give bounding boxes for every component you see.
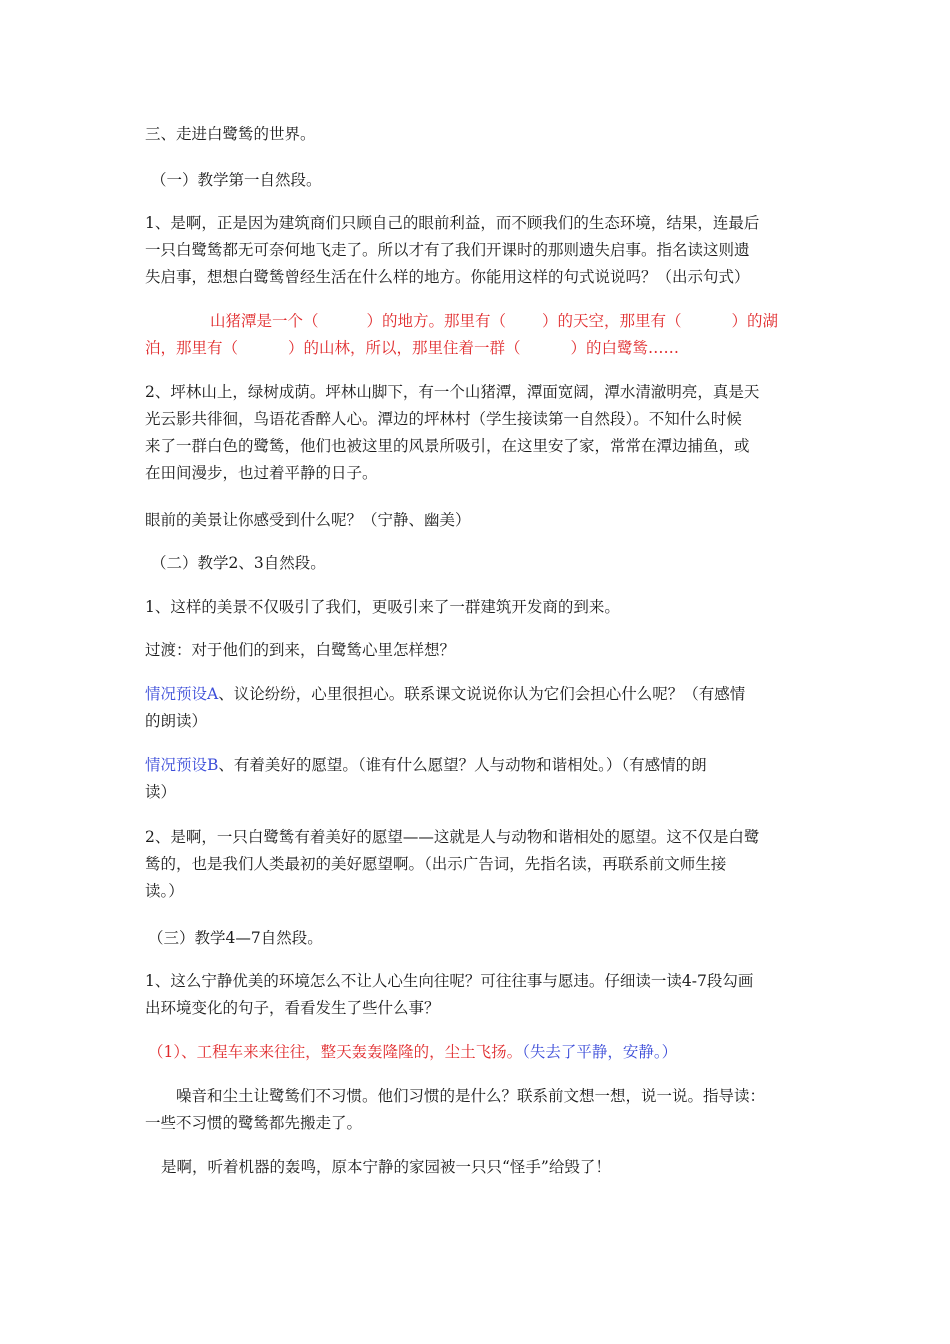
sentence-pattern-line-2 — [145, 335, 810, 362]
sentence-pattern-line-1 — [145, 308, 810, 335]
paragraph-2-line: 光云影共徘徊，鸟语花香醉人心。潭边的坪林村（学生接读第一自然段）。不知什么时候 — [145, 410, 742, 428]
item-1-note: （失去了平静，安静。） — [522, 1043, 678, 1061]
paragraph-5 — [145, 968, 810, 1022]
pattern-part: 山猪潭是一个（ — [210, 312, 319, 330]
paragraph-4-line: 读。） — [145, 882, 184, 900]
case-a — [145, 681, 810, 735]
pattern-part: ）的山林，所以，那里住着一群（ — [288, 339, 521, 357]
case-a-text-2: 的朗读） — [145, 712, 208, 730]
pattern-part: ）的地方。那里有（ — [366, 312, 507, 330]
transition-text: 过渡：对于他们的到来，白鹭鸶心里怎样想？ — [145, 641, 456, 659]
paragraph-1-line: 1、是啊，正是因为建筑商们只顾自己的眼前利益，而不顾我们的生态环境，结果，连最后 — [145, 214, 760, 232]
pattern-part: 泊，那里有（ — [145, 339, 239, 357]
paragraph-4-line: 鸶的，也是我们人类最初的美好愿望啊。（出示广告词，先指名读，再联系前文师生接 — [145, 855, 727, 873]
part2-heading: （二）教学2、3自然段。 — [151, 554, 326, 572]
part1-heading: （一）教学第一自然段。 — [151, 171, 322, 189]
case-b — [145, 752, 810, 806]
paragraph-2-line: 来了一群白色的鹭鸶，他们也被这里的风景所吸引，在这里安了家，常常在潭边捕鱼，或 — [145, 437, 750, 455]
paragraph-6 — [145, 1083, 810, 1137]
paragraph-1-line: 一只白鹭鸶都无可奈何地飞走了。所以才有了我们开课时的那则遗失启事。指名读这则遗 — [145, 241, 750, 259]
case-b-label: 情况预设B — [145, 756, 219, 774]
paragraph-2 — [145, 379, 810, 487]
paragraph-2-line: 2、坪林山上，绿树成荫。坪林山脚下，有一个山猪潭，潭面宽阔，潭水清澈明亮，真是天 — [145, 383, 760, 401]
case-b-text-2: 读） — [145, 783, 177, 801]
paragraph-5-line: 1、这么宁静优美的环境怎么不让人心生向往呢？可往往事与愿违。仔细读一读4-7段勾画 — [145, 972, 754, 990]
part3-heading: （三）教学4—7自然段。 — [148, 929, 323, 947]
section-title: 三、走进白鹭鸶的世界。 — [145, 125, 316, 143]
case-b-text: 、有着美好的愿望。（谁有什么愿望？人与动物和谐相处。）（有感情的朗 — [218, 756, 707, 774]
paragraph-1-line: 失启事，想想白鹭鸶曾经生活在什么样的地方。你能用这样的句式说说吗？（出示句式） — [145, 268, 750, 286]
paragraph-6-line: 噪音和尘土让鹭鸶们不习惯。他们习惯的是什么？联系前文想一想，说一说。指导读： — [176, 1087, 766, 1105]
paragraph-3: 1、这样的美景不仅吸引了我们，更吸引来了一群建筑开发商的到来。 — [145, 598, 620, 616]
pattern-part: ）的天空，那里有（ — [542, 312, 682, 330]
paragraph-1 — [145, 210, 810, 291]
item-1-sentence: （1）、工程车来来往往，整天轰轰隆隆的，尘土飞扬。 — [148, 1043, 523, 1061]
pattern-part: ）的湖 — [731, 312, 779, 330]
question-1: 眼前的美景让你感受到什么呢？（宁静、幽美） — [145, 511, 471, 529]
paragraph-7: 是啊，听着机器的轰鸣，原本宁静的家园被一只只“怪手”给毁了！ — [161, 1158, 611, 1176]
case-a-label: 情况预设A — [145, 685, 219, 703]
sentence-pattern — [145, 308, 810, 362]
paragraph-2-line: 在田间漫步，也过着平静的日子。 — [145, 464, 378, 482]
item-1 — [148, 1039, 813, 1066]
paragraph-6-line: 一些不习惯的鹭鸶都先搬走了。 — [145, 1114, 363, 1132]
pattern-part: ）的白鹭鸶…… — [570, 339, 680, 357]
paragraph-4 — [145, 824, 810, 905]
paragraph-4-line: 2、是啊，一只白鹭鸶有着美好的愿望——这就是人与动物和谐相处的愿望。这不仅是白鹭 — [145, 828, 760, 846]
paragraph-5-line: 出环境变化的句子，看看发生了些什么事？ — [145, 999, 440, 1017]
case-a-text: 、议论纷纷，心里很担心。联系课文说说你认为它们会担心什么呢？（有感情 — [218, 685, 746, 703]
